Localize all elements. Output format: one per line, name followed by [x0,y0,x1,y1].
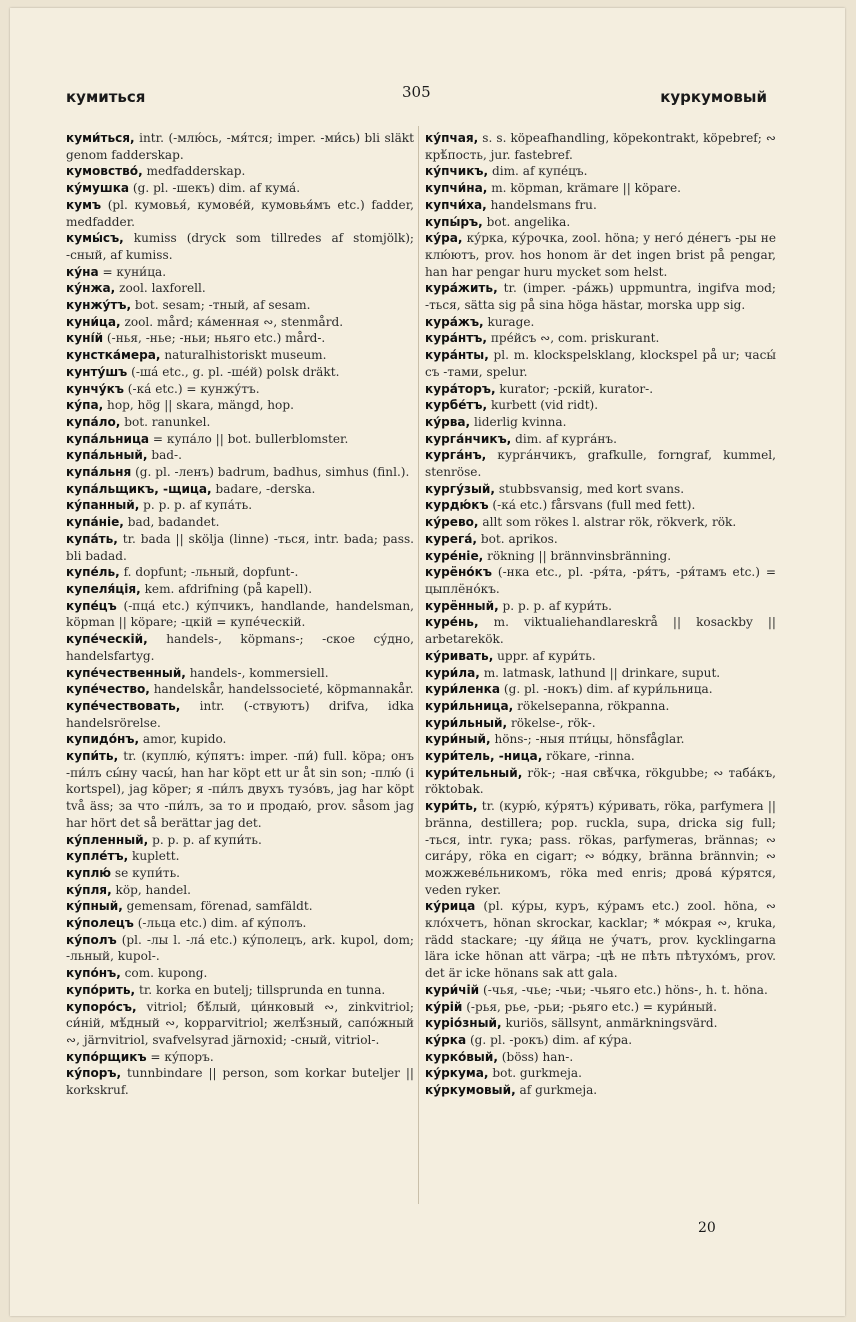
entry-headword: кура́жъ, [425,314,484,329]
dictionary-entry [66,932,414,965]
entry-headword: купи́ть, [66,749,119,764]
entry-definition: (-шá etc., g. pl. -ше́й) polsk dräkt. [127,364,340,379]
entry-definition: bot. sesam; -тный, af sesam. [131,298,311,313]
dictionary-entry [425,748,776,765]
entry-definition: tr. bada || skölja (linne) -ться, intr. bada; pass. bli badad. [66,531,414,563]
entry-definition: kurage. [483,314,535,329]
entry-headword: купе́чественный, [66,665,186,680]
signature-mark: 20 [698,1220,716,1236]
entry-headword: ку́пленный, [66,832,149,847]
dictionary-entry [425,414,776,431]
entry-definition: m. köpman, krämare || köpare. [487,181,681,196]
dictionary-entry [66,414,414,431]
entry-headword: купа́льница [66,431,150,446]
entry-definition: af gurkmeja. [515,1083,598,1098]
entry-headword: купле́тъ, [66,849,129,864]
dictionary-entry [66,681,414,698]
entry-definition: kuriös, sällsynt, anmärkningsvärd. [501,1016,718,1031]
dictionary-entry [66,1049,414,1066]
entry-definition: bot. ranunkel. [120,414,211,429]
entry-definition: naturalhistoriskt museum. [160,348,327,363]
entry-headword: купчи́ха, [425,197,487,212]
dictionary-entry [66,197,414,230]
entry-definition: tr. (imper. -ра́жь) uppmuntra, ingifva mod; -ться, sätta sig på sina höga hästar, morska upp sig. [425,281,776,313]
entry-definition: pl. m. klockspelsklang, klockspel på ur; часы́ съ -тами, spelur. [425,348,776,379]
entry-headword: купа́ніе, [66,515,124,530]
entry-definition: uppr. af кури́ть. [493,648,596,663]
entry-headword: купа́ло, [66,414,121,429]
entry-headword: курга́нчикъ, [425,431,512,446]
dictionary-entry [425,280,776,313]
entry-headword: кургу́зый, [425,481,495,496]
dictionary-entry [425,681,776,698]
entry-definition: tunnbindare || person, som korkar buteljer || korkskruf. [66,1066,414,1098]
dictionary-entry [66,264,414,281]
dictionary-entry [425,765,776,798]
entry-definition: rökelse-, rök-. [507,715,596,730]
dictionary-entry [425,1065,776,1082]
entry-definition: höns-; -ныя пти́цы, hönsfåglar. [490,732,685,747]
entry-headword: ку́поръ, [66,1066,122,1081]
entry-headword: ку́рица [425,899,476,914]
entry-headword: ку́нжа, [66,281,116,296]
entry-definition: kurbett (vid ridt). [487,398,599,413]
dictionary-entry [425,731,776,748]
entry-definition: bot. gurkmeja. [488,1066,582,1081]
dictionary-entry [66,297,414,314]
entry-headword: купчи́на, [425,181,488,196]
entry-headword: ку́рка [425,1032,467,1047]
entry-headword: купа́льный, [66,448,148,463]
entry-definition: m. latmask, lathund || drinkare, suput. [479,665,721,680]
entry-definition: f. dopfunt; -льный, dopfunt-. [119,565,299,580]
dictionary-entry [425,715,776,732]
dictionary-entry [425,197,776,214]
entry-definition: (pl. ку́ры, куръ, ку́рамъ etc.) zool. höna, ∾ кло́хчетъ, hönan skrockar, kacklar; * мо́края ∾, kruka, rädd stackare; -цу я́йца не у́чатъ, prov. kycklingarna lära icke hönan att värpa; -цѣ не пѣть пѣтухо́мъ, prov. det är icke hönans sak att gala. [425,899,776,981]
dictionary-entry [425,381,776,398]
entry-headword: ку́полецъ [66,916,134,931]
dictionary-entry [425,898,776,982]
entry-definition: (-льца etc.) dim. af ку́полъ. [133,916,307,931]
dictionary-entry [66,882,414,899]
entry-headword: ку́пля, [66,882,112,897]
entry-headword: кури́чій [425,982,480,997]
entry-definition: hop, hög || skara, mängd, hop. [103,398,294,413]
entry-headword: купеля́ція, [66,581,141,596]
entry-headword: кумовство́, [66,164,143,179]
entry-definition: handels-, kommersiell. [185,665,329,680]
entry-definition: курга́нчикъ, grafkulle, forngraf, kummel, stenröse. [425,448,776,480]
dictionary-entry [66,464,414,481]
dictionary-entry [66,581,414,598]
entry-definition: intr. (-ствуютъ) drifva, idka handelsrörelse. [66,698,414,730]
dictionary-entry [66,381,414,398]
entry-headword: ку́ркумовый, [425,1083,516,1098]
entry-headword: ку́рва, [425,414,471,429]
entry-definition: kuplett. [128,849,180,864]
entry-headword: кунжу́тъ, [66,298,132,313]
dictionary-entry [425,497,776,514]
entry-definition: = куни́ца. [98,264,167,279]
entry-headword: куплю́ [66,865,112,880]
dictionary-entry [425,431,776,448]
entry-headword: кунту́шъ [66,364,128,379]
entry-headword: купо́рить, [66,982,136,997]
dictionary-entry [66,748,414,832]
entry-headword: купоро́съ, [66,999,137,1014]
dictionary-entry [425,514,776,531]
page-header [10,83,845,112]
entry-definition: (pl. -лы l. -ла́ etc.) ку́полецъ, ark. kupol, dom; -льный, kupol-. [66,932,414,964]
entry-headword: купе́цъ [66,598,117,613]
header-right-guideword: куркумовый [660,88,767,106]
dictionary-entry [66,397,414,414]
dictionary-entry [66,848,414,865]
entry-definition: m. viktualiehandlareskrå || kosackby || arbetarekök. [425,615,776,647]
entry-definition: ку́рка, ку́рочка, zool. höna; у него́ де́негъ -ры не клю́ютъ, prov. hos honom är det ingen brist på pengar, han har pengar huru mycket som helst. [425,231,776,279]
dictionary-entry [66,698,414,731]
dictionary-entry [66,314,414,331]
entry-definition: (pl. кумовья́, кумове́й, кумовья́мъ etc.) fadder, medfadder. [66,197,414,229]
dictionary-entry [66,481,414,498]
entry-headword: куре́нь, [425,615,479,630]
entry-headword: куни́ца, [66,314,121,329]
entry-headword: кури́ла, [425,665,480,680]
entry-definition: rökelsepanna, rökpanna. [513,698,670,713]
dictionary-entry [66,514,414,531]
dictionary-entry [66,163,414,180]
entry-definition: handelsmans fru. [486,197,597,212]
entry-definition: liderlig kvinna. [470,414,567,429]
entry-headword: кура́жить, [425,281,498,296]
dictionary-entry [66,130,414,163]
entry-definition: tr. (куплю́, ку́пятъ: imper. -пи́) full. köpa; онъ -пи́лъ сы́ну часы́, han har köpt ett ur åt sin son; -плю́ (i kortspel), jag köper; я -пи́лъ двухъ тузо́въ, jag har köpt två äss; за что -пи́лъ, за то и продаю́, prov. såsom jag har hört det så berättar jag det. [66,749,414,830]
entry-definition: s. s. köpeafhandling, köpekontrakt, köpebref; ∾ крѣ́пость, jur. fastebref. [425,131,776,162]
entry-headword: ку́панный, [66,498,140,513]
dictionary-entry [425,447,776,480]
entry-headword: кунстка́мера, [66,348,161,363]
entry-headword: ку́пчая, [425,131,479,145]
entry-definition: (-чья, -чье; -чьи; -чьяго etc.) höns-, h. t. höna. [479,982,768,997]
dictionary-entry [425,163,776,180]
dictionary-entry [66,915,414,932]
entry-headword: купы́ръ, [425,214,483,229]
dictionary-entry [425,698,776,715]
dictionary-entry [66,731,414,748]
dictionary-entry [425,531,776,548]
entry-definition: (böss) han-. [497,1049,574,1064]
dictionary-entry [66,598,414,631]
entry-definition: bad, badandet. [123,515,220,530]
dictionary-entry [66,999,414,1049]
dictionary-entry [66,898,414,915]
entry-headword: кури́тель, -ница, [425,749,543,764]
entry-headword: кунчу́къ [66,381,124,396]
dictionary-entry [66,665,414,682]
entry-headword: ку́рій [425,999,463,1014]
entry-headword: купе́чествовать, [66,698,181,713]
entry-definition: (g. pl. -ленъ) badrum, badhus, simhus (finl.). [131,465,410,480]
entry-headword: ку́ра, [425,231,463,246]
dictionary-entry [66,1065,414,1098]
entry-headword: курёно́къ [425,565,492,580]
dictionary-entry [66,865,414,882]
entry-definition: com. kupong. [120,966,208,981]
entry-headword: куре́ніе, [425,548,484,563]
dictionary-entry [66,965,414,982]
dictionary-entry [66,982,414,999]
entry-definition: bot. angelika. [482,214,571,229]
entry-definition: kumiss (dryck som tillredes af stomjölk); -сный, af kumiss. [66,231,414,262]
entry-definition: kem. afdrifning (på kapell). [140,581,313,596]
dictionary-entry [66,631,414,664]
dictionary-entry [425,598,776,615]
dictionary-entry [425,330,776,347]
entry-headword: купидо́нъ, [66,732,140,747]
entry-headword: кумъ [66,197,102,212]
entry-definition: (-ка́ etc.) fårsvans (full med fett). [488,498,696,513]
entry-definition: пре́йсъ ∾, com. priskurant. [486,331,660,346]
entry-headword: кура́нты, [425,348,489,363]
entry-definition: kurator; -рскій, kurator-. [495,381,654,396]
dictionary-entry [425,614,776,647]
entry-definition: tr. (курю́, ку́рятъ) ку́ривать, röka, parfymera || bränna, destillera; pop. ruckla, supa, dricka sig full; -ться, intr. гука; pass. rökas, parfymeras, brännas; ∾ сига́ру, röka en cigarr; ∾ во́дку, bränna brännvin; ∾ можжеве́льникомъ, röka med enris; дрова́ ку́рятся, veden ryker. [425,799,776,897]
dictionary-entry [66,531,414,564]
entry-definition: (-нья, -нье; -ньи; ньяго etc.) mård-. [103,331,326,346]
entry-definition: = купа́ло || bot. bullerblomster. [149,431,349,446]
entry-headword: ку́пный, [66,899,123,914]
entry-definition: zool. laxforell. [115,281,206,296]
dictionary-entry [425,1015,776,1032]
entry-definition: köp, handel. [111,882,191,897]
dictionary-entry [66,832,414,849]
entry-headword: кури́льный, [425,715,508,730]
header-left-guideword: кумиться [66,88,146,106]
entry-definition: medfadderskap. [142,164,246,179]
entry-definition: vitriol; бѣ́лый, ци́нковый ∾, zinkvitriol; си́ній, мѣ́дный ∾, kopparvitriol; желѣ́зный, сапо́жный ∾, järnvitriol, svafvelsyrad järnoxid; -сный, vitriol-. [66,999,414,1047]
dictionary-entry [425,798,776,898]
entry-headword: кури́льница, [425,698,514,713]
entry-headword: кури́ленка [425,682,501,697]
entry-definition: stubbsvansig, med kort svans. [494,481,685,496]
entry-headword: курдю́къ [425,498,489,513]
dictionary-entry [425,548,776,565]
entry-definition: (g. pl. -нокъ) dim. af кури́льница. [500,682,713,697]
column-divider [418,126,419,1204]
entry-definition: badare, -derska. [211,481,316,496]
entry-headword: курiо́зный, [425,1016,502,1031]
dictionary-entry [425,347,776,380]
dictionary-entry [66,347,414,364]
dictionary-entry [425,180,776,197]
dictionary-entry [66,180,414,197]
entry-definition: p. p. p. af купа́ть. [139,498,253,513]
dictionary-entry [425,130,776,163]
entry-definition: (-ка́ etc.) = кунжу́тъ. [123,381,260,396]
entry-definition: (-пца́ etc.) ку́пчикъ, handlande, handelsman, köpman || köpare; -цкій = купе́ческій. [66,598,414,630]
dictionary-entry [425,230,776,280]
dictionary-entry [66,364,414,381]
page-number: 305 [402,83,431,101]
entry-definition: p. p. p. af купи́ть. [148,832,262,847]
dictionary-entry [425,1032,776,1049]
entry-headword: курённый, [425,598,499,613]
entry-definition: = ку́поръ. [146,1049,214,1064]
entry-definition: bad-. [147,448,182,463]
dictionary-entry [425,397,776,414]
entry-definition: gemensam, förenad, samfäldt. [122,899,313,914]
entry-definition: tr. korka en butelj; tillsprunda en tunna. [135,982,386,997]
entry-headword: купа́ть, [66,531,118,546]
entry-headword: ку́ривать, [425,648,494,663]
entry-definition: amor, kupido. [139,732,227,747]
entry-headword: ку́пчикъ, [425,164,489,179]
entry-headword: ку́па, [66,398,104,413]
right-column [425,130,776,1099]
entry-headword: купе́ческій, [66,632,148,647]
dictionary-entry [425,1049,776,1066]
entry-definition: rökare, -rinna. [542,749,635,764]
entry-definition: se купи́ть. [111,865,181,880]
entry-definition: rökning || brännvinsbränning. [483,548,672,563]
dictionary-entry [425,665,776,682]
dictionary-entry [66,447,414,464]
dictionary-entry [66,280,414,297]
entry-definition: (-рья, рье, -рьи; -рьяго etc.) = кури́ный. [462,999,717,1014]
dictionary-entry [425,481,776,498]
dictionary-entry [425,982,776,999]
dictionary-entry [66,564,414,581]
entry-headword: курега́, [425,531,478,546]
entry-definition: handels-, köpmans-; -ское су́дно, handelsfartyg. [66,632,414,663]
entry-definition: handelskår, handelssocieté, köpmannakår. [149,682,414,697]
dictionary-entry [425,1082,776,1099]
entry-headword: курко́вый, [425,1049,498,1064]
entry-definition: (g. pl. -рокъ) dim. af ку́ра. [466,1032,633,1047]
dictionary-entry [66,497,414,514]
entry-headword: кура́нтъ, [425,331,487,346]
entry-headword: ку́ркума, [425,1066,489,1081]
entry-headword: купо́нъ, [66,966,121,981]
dictionary-page [10,8,845,1316]
dictionary-entry [425,999,776,1016]
entry-definition: bot. aprikos. [477,531,558,546]
entry-definition: dim. af купе́цъ. [488,164,588,179]
entry-headword: курбе́тъ, [425,398,488,413]
dictionary-entry [425,564,776,597]
entry-headword: кури́тельный, [425,765,523,780]
entry-headword: курга́нъ, [425,448,487,463]
entry-headword: ку́рево, [425,515,479,530]
entry-headword: кумы́съ, [66,231,124,246]
entry-headword: ку́на [66,264,99,279]
entry-headword: куми́ться, [66,131,135,145]
entry-headword: кура́торъ, [425,381,496,396]
dictionary-entry [425,648,776,665]
entry-headword: купе́чество, [66,682,150,697]
entry-headword: куні́й [66,331,104,346]
entry-definition: p. p. p. af кури́ть. [498,598,612,613]
dictionary-entry [66,431,414,448]
entry-definition: dim. af курга́нъ. [511,431,617,446]
entry-headword: ку́мушка [66,181,130,196]
entry-headword: купа́льщикъ, -щица, [66,481,212,496]
entry-definition: (-нка etc., pl. -ря́та, -ря́тъ, -ря́тамъ etc.) = цыплёно́къ. [425,565,776,596]
dictionary-entry [66,230,414,263]
entry-headword: кури́ный, [425,732,491,747]
left-column [66,130,414,1099]
dictionary-entry [425,314,776,331]
dictionary-entry [66,330,414,347]
entry-definition: intr. (-млю́сь, -мя́тся; imper. -ми́сь) bli släkt genom fadderskap. [66,131,414,162]
entry-headword: купа́льня [66,465,132,480]
dictionary-entry [425,214,776,231]
entry-headword: кури́ть, [425,799,478,814]
entry-definition: (g. pl. -шекъ) dim. af кума́. [129,181,301,196]
entry-definition: allt som rökes l. alstrar rök, rökverk, rök. [478,515,737,530]
entry-headword: купо́рщикъ [66,1049,147,1064]
entry-definition: zool. mård; ка́менная ∾, stenmård. [120,314,344,329]
entry-headword: ку́полъ [66,932,117,947]
entry-headword: купе́ль, [66,565,120,580]
entry-definition: rök-; -ная свѣ́чка, rökgubbe; ∾ таба́къ, röktobak. [425,765,776,797]
